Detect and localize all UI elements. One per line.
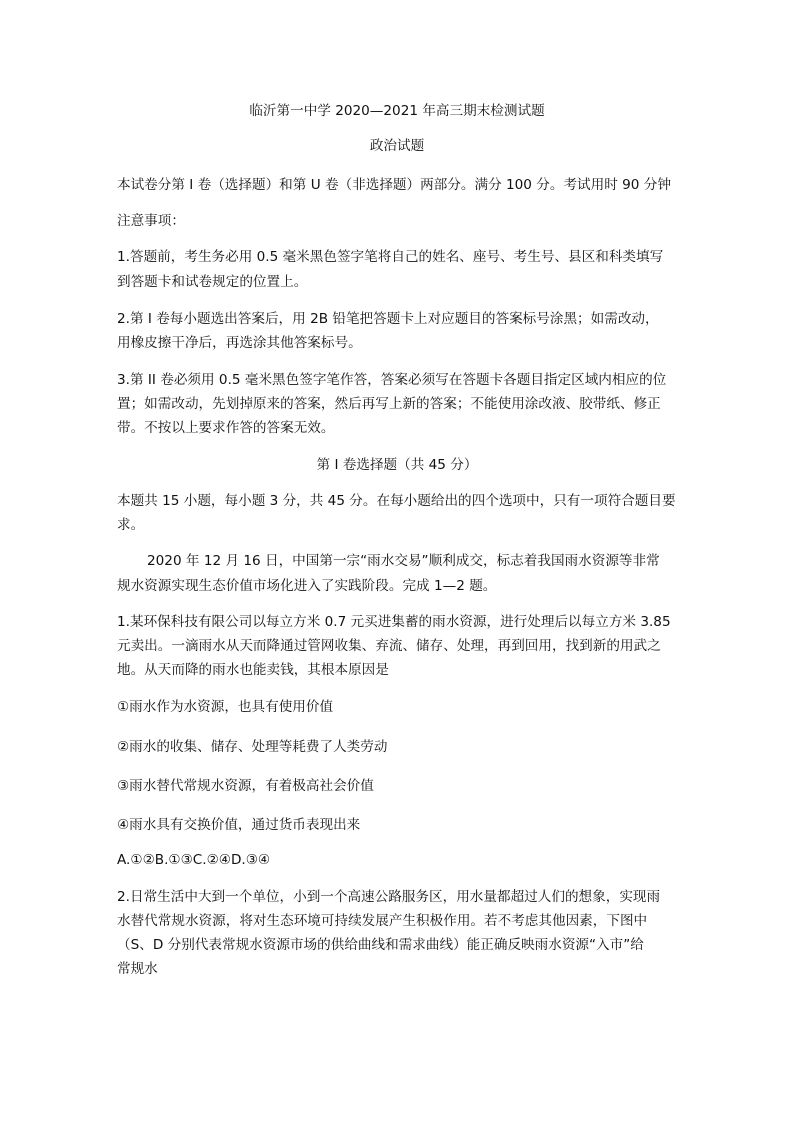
note-3-line-1: 3.第 II 卷必须用 0.5 毫米黑色签字笔作答，答案必须写在答题卡各题目指定区域内相应的位 <box>117 372 667 388</box>
material-line-1: 2020 年 12 月 16 日，中国第一宗“雨水交易”顺利成交，标志着我国雨水资源等非常 <box>147 553 660 569</box>
q1-answer-choices: A.①②B.①③C.②④D.③④ <box>117 852 271 868</box>
q1-stem-line-3: 地。从天而降的雨水也能卖钱，其根本原因是 <box>117 662 389 678</box>
q1-stem-line-2: 元卖出。一滴雨水从天而降通过管网收集、弃流、储存、处理，再到回用，找到新的用武之 <box>117 638 661 654</box>
section-1-desc-line-2: 求。 <box>117 517 145 533</box>
note-1-line-1: 1.答题前，考生务必用 0.5 毫米黑色签字笔将自己的姓名、座号、考生号、县区和科类填写 <box>117 249 664 265</box>
subject-title: 政治试题 <box>369 138 425 154</box>
note-1-line-2: 到答题卡和试卷规定的位置上。 <box>117 274 308 290</box>
notes-heading: 注意事项： <box>117 213 185 229</box>
note-2-line-1: 2.第 I 卷每小题选出答案后，用 2B 铅笔把答题卡上对应题目的答案标号涂黑；如需改动， <box>117 311 659 327</box>
q1-option-3: ③雨水替代常规水资源，有着极高社会价值 <box>117 778 374 794</box>
q1-option-2: ②雨水的收集、储存、处理等耗费了人类劳动 <box>117 739 388 755</box>
q1-option-1: ①雨水作为水资源，也具有使用价值 <box>117 699 334 715</box>
q1-option-4: ④雨水具有交换价值，通过货币表现出来 <box>117 817 361 833</box>
exam-title: 临沂第一中学 2020—2021 年高三期末检测试题 <box>249 103 545 119</box>
note-2-line-2: 用橡皮擦干净后，再选涂其他答案标号。 <box>117 335 362 351</box>
q2-stem-line-1: 2.日常生活中大到一个单位，小到一个高速公路服务区，用水量都超过人们的想象，实现雨 <box>117 889 661 905</box>
q2-stem-line-4: 常规水 <box>117 961 158 977</box>
section-1-title: 第 I 卷选择题（共 45 分） <box>316 457 478 473</box>
section-1-desc-line-1: 本题共 15 小题，每小题 3 分，共 45 分。在每小题给出的四个选项中，只有一项符合题目要 <box>117 493 676 509</box>
note-3-line-2: 置；如需改动，先划掉原来的答案，然后再写上新的答案；不能使用涂改液、胶带纸、修正 <box>117 396 661 412</box>
note-3-line-3: 带。不按以上要求作答的答案无效。 <box>117 420 335 436</box>
q2-stem-line-2: 水替代常规水资源，将对生态环境可持续发展产生积极作用。若不考虑其他因素，下图中 <box>117 913 648 929</box>
material-line-2: 规水资源实现生态价值市场化进入了实践阶段。完成 1—2 题。 <box>117 578 497 594</box>
q1-stem-line-1: 1.某环保科技有限公司以每立方米 0.7 元买进集蓄的雨水资源，进行处理后以每立方米 3.85 <box>117 614 671 630</box>
intro-text: 本试卷分第 I 卷（选择题）和第 U 卷（非选择题）两部分。满分 100 分。考试用时 90 分钟 <box>117 177 671 193</box>
q2-stem-line-3: （S、D 分别代表常规水资源市场的供给曲线和需求曲线）能正确反映雨水资源“入市”给 <box>117 937 644 953</box>
